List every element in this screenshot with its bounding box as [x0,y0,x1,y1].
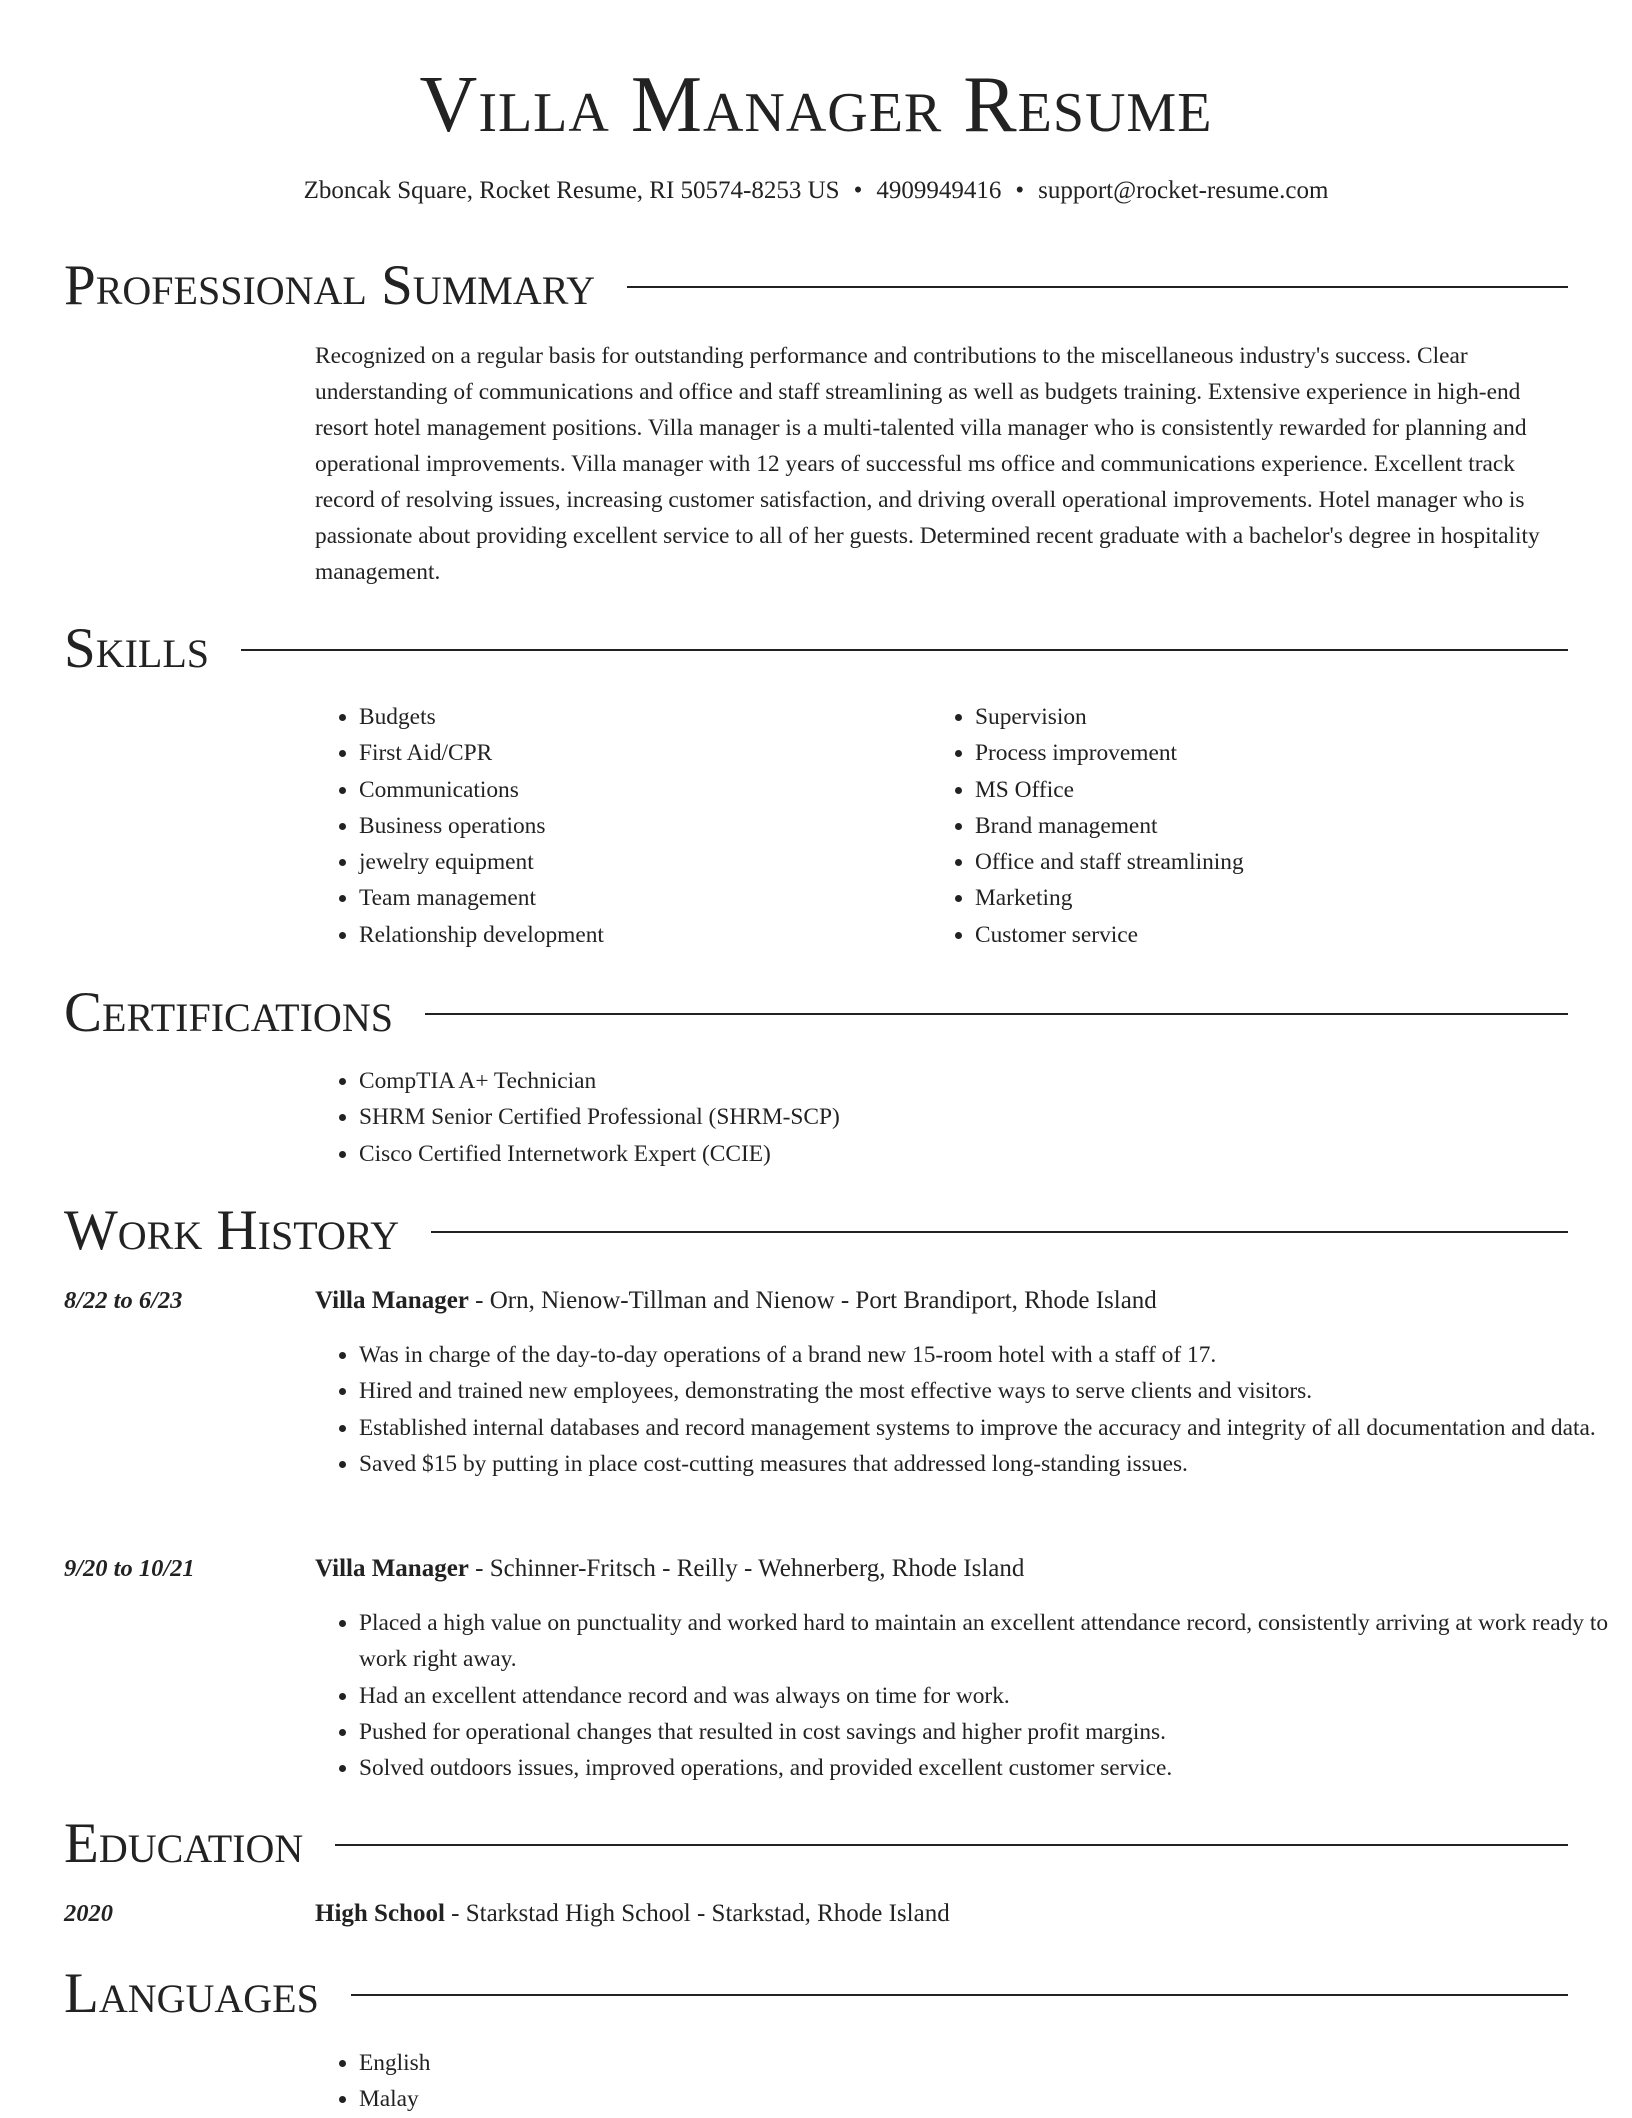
contact-line [0,174,1632,208]
section-divider [241,649,1568,651]
section-header-certifications [64,982,1568,1044]
skill-item: • Process improvement [975,735,1575,771]
job-bullet: • Placed a high value on punctuality and worked hard to maintain an excellent attendance record, consistently arriving at work ready to work right away. [359,1605,1611,1678]
certification-item: • CompTIA A+ Technician [359,1063,1559,1099]
section-title-work-history: Work History [64,1199,400,1262]
skill-item: • Brand management [975,808,1575,844]
skill-item: • First Aid/CPR [359,735,919,771]
job-bullet: • Established internal databases and record management systems to improve the accuracy and integrity of all documentation and data. [359,1410,1611,1446]
section-divider [627,286,1568,288]
skill-item: • Marketing [975,880,1575,916]
language-item: • English [359,2045,959,2081]
certification-item: • Cisco Certified Internetwork Expert (CCIE) [359,1136,1559,1172]
skill-item: • Team management [359,880,919,916]
contact-separator: • [1015,177,1025,204]
certification-item: • SHRM Senior Certified Professional (SHRM-SCP) [359,1099,1559,1135]
education-degree: High School [315,1900,445,1927]
section-title-certifications: Certifications [64,981,393,1044]
job-heading [315,1284,1157,1318]
skills-list-left [315,699,919,953]
education-school-location: - Starkstad High School - Starkstad, Rhode Island [444,1900,950,1927]
job-employer-location: - Orn, Nienow-Tillman and Nienow - Port Brandiport, Rhode Island [468,1287,1157,1314]
job-title: Villa Manager [315,1555,469,1582]
skills-list-right [931,699,1575,953]
education-heading [315,1897,950,1931]
section-header-skills [64,618,1568,680]
languages-list [315,2045,959,2118]
section-title-languages: Languages [64,1962,319,2025]
job-employer-location: - Schinner-Fritsch - Reilly - Wehnerberg, Rhode Island [468,1555,1025,1582]
skill-item: • Supervision [975,699,1575,735]
job-bullet: • Hired and trained new employees, demonstrating the most effective ways to serve clients and visitors. [359,1373,1611,1409]
skill-item: • Communications [359,772,919,808]
job-dates: 8/22 to 6/23 [64,1287,183,1314]
contact-phone: 4909949416 [876,177,1002,204]
contact-address: Zboncak Square, Rocket Resume, RI 50574-8253 US [303,177,840,204]
job-bullet: • Solved outdoors issues, improved operations, and provided excellent customer service. [359,1750,1611,1786]
skill-item: • MS Office [975,772,1575,808]
job-title: Villa Manager [315,1287,469,1314]
job-bullet: • Pushed for operational changes that resulted in cost savings and higher profit margins. [359,1714,1611,1750]
job-bullet: • Was in charge of the day-to-day operations of a brand new 15-room hotel with a staff of 17. [359,1337,1611,1373]
section-header-work-history [64,1200,1568,1262]
skill-item: • Office and staff streamlining [975,844,1575,880]
job-bullet: • Had an excellent attendance record and was always on time for work. [359,1678,1611,1714]
section-divider [351,1994,1568,1996]
section-divider [425,1013,1568,1015]
job-heading [315,1552,1024,1586]
section-title-skills: Skills [64,617,210,680]
skill-item: • Budgets [359,699,919,735]
skill-item: • Business operations [359,808,919,844]
resume-title: Villa Manager Resume [419,61,1213,149]
language-item: • Malay [359,2081,959,2117]
job-bullets [315,1605,1611,1786]
job-bullet: • Saved $15 by putting in place cost-cutting measures that addressed long-standing issues. [359,1446,1611,1482]
job-bullets [315,1337,1611,1482]
section-title-education: Education [64,1812,304,1875]
section-header-languages [64,1963,1568,2025]
summary-text: Recognized on a regular basis for outstanding performance and contributions to the miscellaneous industry's success. Clear understanding of communications and office and staff streamlining as well as budgets training. Extensive experience in high-end resort hotel management positions. Villa manager is a multi-talented villa manager who is consistently rewarded for planning and operational improvements. Villa manager with 12 years of successful ms office and communications experience. Excellent track record of resolving issues, increasing customer satisfaction, and driving overall operational improvements. Hotel manager who is passionate about providing excellent service to all of her guests. Determined recent graduate with a bachelor's degree in hospitality management. [315,343,1540,585]
skill-item: • jewelry equipment [359,844,919,880]
section-title-summary: Professional Summary [64,254,596,317]
contact-email: support@rocket-resume.com [1038,177,1329,204]
section-header-education [64,1813,1568,1875]
skill-item: • Customer service [975,917,1575,953]
section-divider [335,1844,1568,1846]
certifications-list [315,1063,1559,1172]
education-year: 2020 [64,1900,113,1927]
section-header-summary [64,255,1568,317]
skill-item: • Relationship development [359,917,919,953]
contact-separator: • [853,177,863,204]
job-dates: 9/20 to 10/21 [64,1555,195,1582]
section-divider [431,1231,1568,1233]
